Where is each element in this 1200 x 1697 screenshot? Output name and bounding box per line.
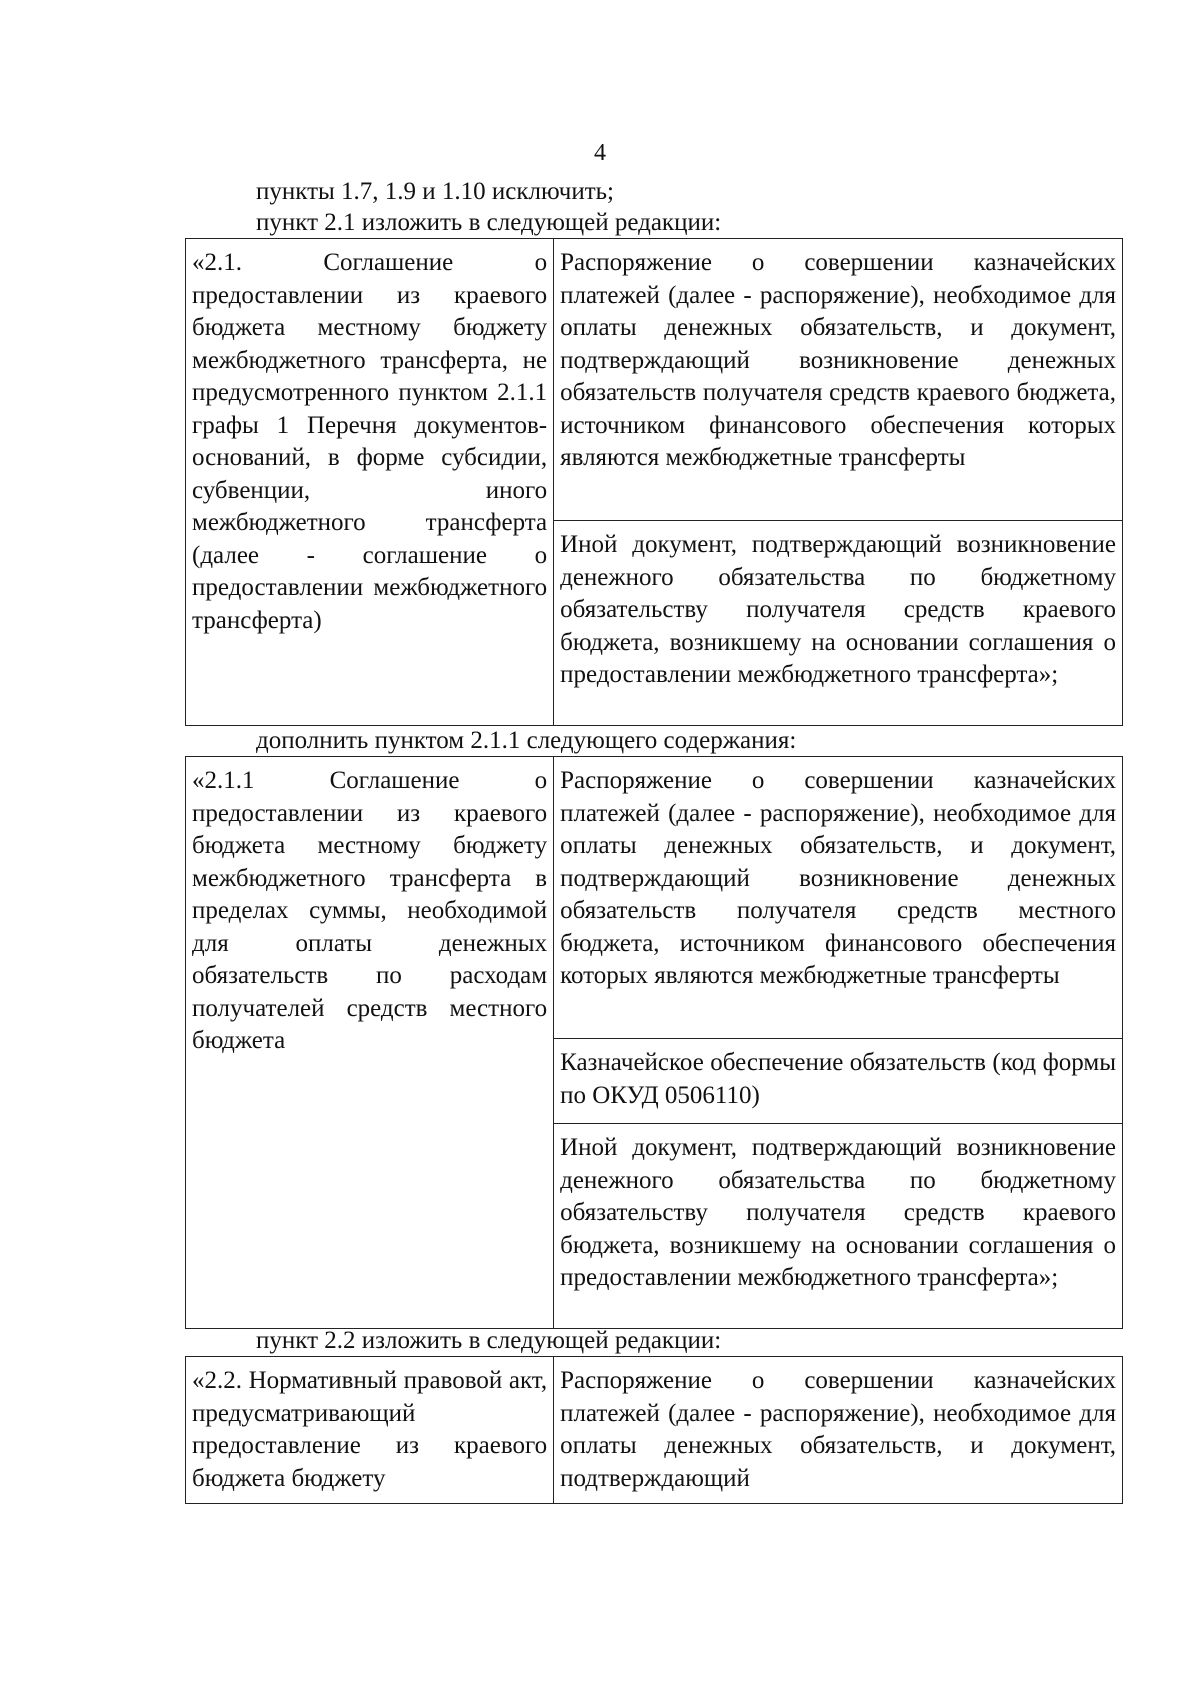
- table-item-2-2: [185, 1356, 1123, 1504]
- table-cell-right: Распоряжение о совершении казначейских платежей (далее - распоряжение), необходимое для оплаты денежных обязательств, и документ, подтверждающий возникновение денежных обязательств получателя средств краевого бюджета, источником финансового обеспечения которых являются межбюджетные трансферты: [554, 239, 1123, 521]
- paragraph-item-2-1-1-intro: дополнить пунктом 2.1.1 следующего содержания:: [256, 727, 797, 754]
- table-cell-left: «2.1. Соглашение о предоставлении из краевого бюджета местному бюджету межбюджетного трансферта, не предусмотренного пунктом 2.1.1 графы 1 Перечня документов-оснований, в форме субсидии, субвенции, иного межбюджетного трансферта (далее - соглашение о предоставлении межбюджетного трансферта): [186, 239, 554, 726]
- page-number: 4: [594, 140, 606, 166]
- table-cell-left: «2.2. Нормативный правовой акт, предусматривающий предоставление из краевого бюджета бюджету: [186, 1357, 554, 1504]
- table-row: [186, 1357, 1123, 1504]
- table-cell-right: Распоряжение о совершении казначейских платежей (далее - распоряжение), необходимое для оплаты денежных обязательств, и документ, подтверждающий: [554, 1357, 1123, 1504]
- paragraph-exclude-items: пункты 1.7, 1.9 и 1.10 исключить;: [256, 178, 614, 205]
- table-cell-right: Иной документ, подтверждающий возникновение денежного обязательства по бюджетному обязательству получателя средств краевого бюджета, возникшему на основании соглашения о предоставлении межбюджетного трансферта»;: [554, 1124, 1123, 1329]
- table-row: [186, 757, 1123, 1039]
- table-cell-right: Иной документ, подтверждающий возникновение денежного обязательства по бюджетному обязательству получателя средств краевого бюджета, возникшему на основании соглашения о предоставлении межбюджетного трансферта»;: [554, 521, 1123, 726]
- paragraph-item-2-2-intro: пункт 2.2 изложить в следующей редакции:: [256, 1327, 722, 1354]
- table-cell-right: Распоряжение о совершении казначейских платежей (далее - распоряжение), необходимое для оплаты денежных обязательств, и документ, подтверждающий возникновение денежных обязательств получателя средств местного бюджета, источником финансового обеспечения которых являются межбюджетные трансферты: [554, 757, 1123, 1039]
- table-item-2-1-1: [185, 756, 1123, 1329]
- table-cell-right: Казначейское обеспечение обязательств (код формы по ОКУД 0506110): [554, 1039, 1123, 1124]
- paragraph-item-2-1-intro: пункт 2.1 изложить в следующей редакции:: [256, 209, 722, 236]
- table-cell-left: «2.1.1 Соглашение о предоставлении из краевого бюджета местному бюджету межбюджетного трансферта в пределах суммы, необходимой для оплаты денежных обязательств по расходам получателей средств местного бюджета: [186, 757, 554, 1329]
- table-row: [186, 239, 1123, 521]
- table-item-2-1: [185, 238, 1123, 726]
